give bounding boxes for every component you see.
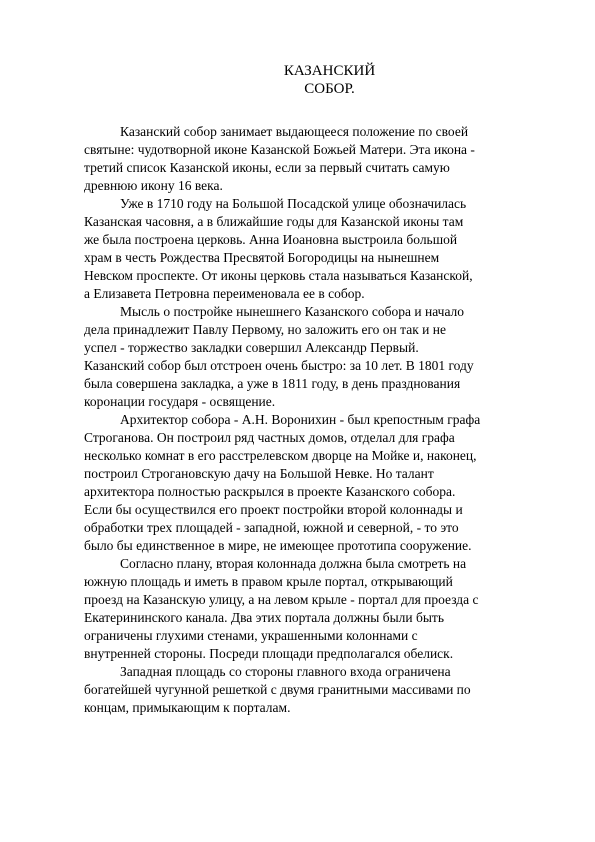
title-line-2: СОБОР. (304, 81, 355, 97)
paragraph-6: Западная площадь со стороны главного входа ограничена богатейшей чугунной решеткой с двумя гранитными массивами по концам, примыкающим к порталам. (84, 664, 471, 715)
paragraph-5: Согласно плану, вторая колоннада должна была смотреть на южную площадь и иметь в правом крыле портал, открывающий проезд на Казанскую улицу, а на левом крыле - портал для проезда с Екатерининского канала. Два этих портала должны были быть ограничены глухими стенами, украшенными колоннами с внутренней стороны. Посреди площади предполагался обелиск. (84, 556, 479, 661)
paragraph-4: Архитектор собора - А.Н. Воронихин - был крепостным графа Строганова. Он построил ряд частных домов, отделал для графа несколько комнат в его расстрелевском дворце на Мойке и, наконец, построил Строгановскую дачу на Большой Невке. Но талант архитектора полностью раскрылся в проекте Казанского собора. Если бы осуществился его проект постройки второй колоннады и обработки трех площадей - западной, южной и северной, - то это было бы единственное в мире, не имеющее прототипа сооружение. (84, 412, 481, 553)
paragraph-2: Уже в 1710 году на Большой Посадской улице обозначилась Казанская часовня, а в ближайшие годы для Казанской иконы там же была построена церковь. Анна Иоановна выстроила большой храм в честь Рождества Пресвятой Богородицы на нынешнем Невском проспекте. От иконы церковь стала называться Казанской, а Елизавета Петровна переименовала ее в собор. (84, 196, 473, 301)
document-title (0, 62, 595, 98)
paragraph-3: Мысль о постройке нынешнего Казанского собора и начало дела принадлежит Павлу Первому, но заложить его он так и не успел - торжество закладки совершил Александр Первый. Казанский собор был отстроен очень быстро: за 10 лет. В 1801 году была совершена закладка, а уже в 1811 году, в день празднования коронации государя - освящение. (84, 304, 474, 409)
document-body (84, 123, 567, 717)
title-line-1: КАЗАНСКИЙ (283, 63, 376, 79)
paragraph-1: Казанский собор занимает выдающееся положение по своей святыне: чудотворной иконе Казанской Божьей Матери. Эта икона - третий список Казанской иконы, если за первый считать самую древнюю икону 16 века. (84, 124, 475, 193)
